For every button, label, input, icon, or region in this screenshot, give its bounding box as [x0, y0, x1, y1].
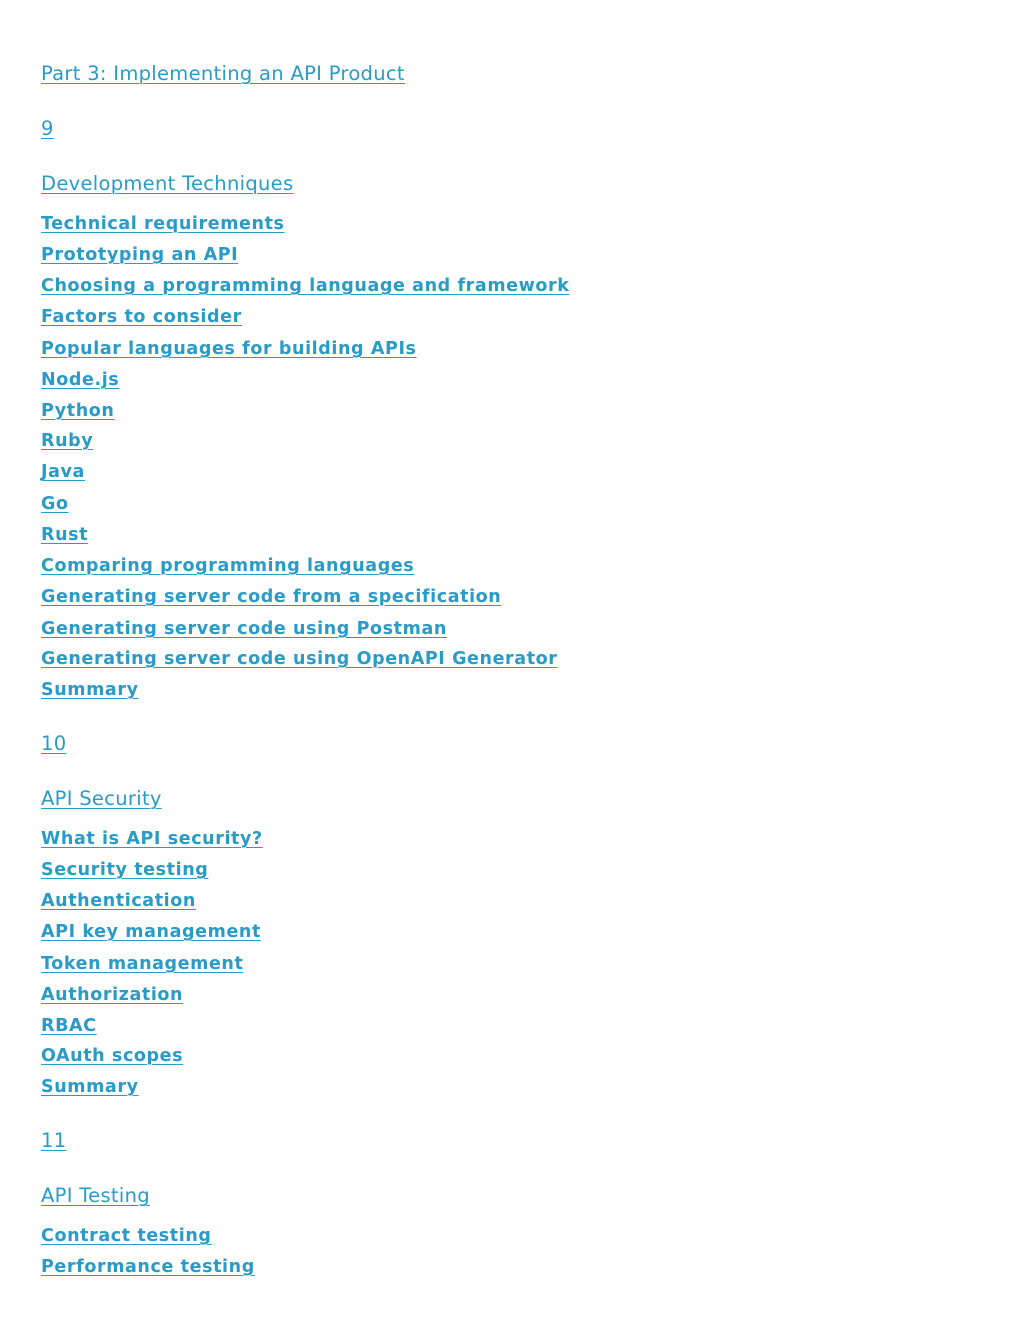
- section-link[interactable]: Popular languages for building APIs: [41, 339, 417, 359]
- section-link[interactable]: Comparing programming languages: [41, 556, 415, 576]
- section-link[interactable]: Java: [41, 462, 85, 482]
- part-title-link[interactable]: Part 3: Implementing an API Product: [41, 62, 405, 85]
- section-link[interactable]: API key management: [41, 922, 261, 942]
- section-link[interactable]: Generating server code from a specification: [41, 587, 502, 607]
- section-link[interactable]: Python: [41, 401, 115, 421]
- section-link[interactable]: Node.js: [41, 370, 120, 390]
- section-link[interactable]: What is API security?: [41, 829, 263, 849]
- section-link[interactable]: Authorization: [41, 985, 184, 1005]
- section-link[interactable]: Authentication: [41, 891, 196, 911]
- section-link[interactable]: Generating server code using OpenAPI Generator: [41, 649, 558, 669]
- chapter-title-link[interactable]: API Security: [41, 787, 162, 810]
- section-link[interactable]: Summary: [41, 680, 139, 700]
- chapter-title-link[interactable]: Development Techniques: [41, 172, 294, 195]
- chapter-number-link[interactable]: 11: [41, 1129, 67, 1152]
- section-link[interactable]: Choosing a programming language and framework: [41, 276, 570, 296]
- section-link[interactable]: Technical requirements: [41, 214, 285, 234]
- section-link[interactable]: Ruby: [41, 431, 94, 451]
- section-link[interactable]: Summary: [41, 1077, 139, 1097]
- section-link[interactable]: Performance testing: [41, 1257, 255, 1277]
- section-link[interactable]: Prototyping an API: [41, 245, 239, 265]
- section-link[interactable]: Contract testing: [41, 1226, 212, 1246]
- section-link[interactable]: Security testing: [41, 860, 209, 880]
- chapter-number-link[interactable]: 9: [41, 117, 54, 140]
- chapter-title-link[interactable]: API Testing: [41, 1184, 150, 1207]
- section-link[interactable]: Factors to consider: [41, 307, 242, 327]
- section-link[interactable]: OAuth scopes: [41, 1046, 184, 1066]
- section-link[interactable]: Generating server code using Postman: [41, 619, 447, 639]
- chapter-number-link[interactable]: 10: [41, 732, 67, 755]
- section-link[interactable]: Go: [41, 494, 69, 514]
- section-link[interactable]: Rust: [41, 525, 89, 545]
- section-link[interactable]: Token management: [41, 954, 244, 974]
- section-link[interactable]: RBAC: [41, 1016, 97, 1036]
